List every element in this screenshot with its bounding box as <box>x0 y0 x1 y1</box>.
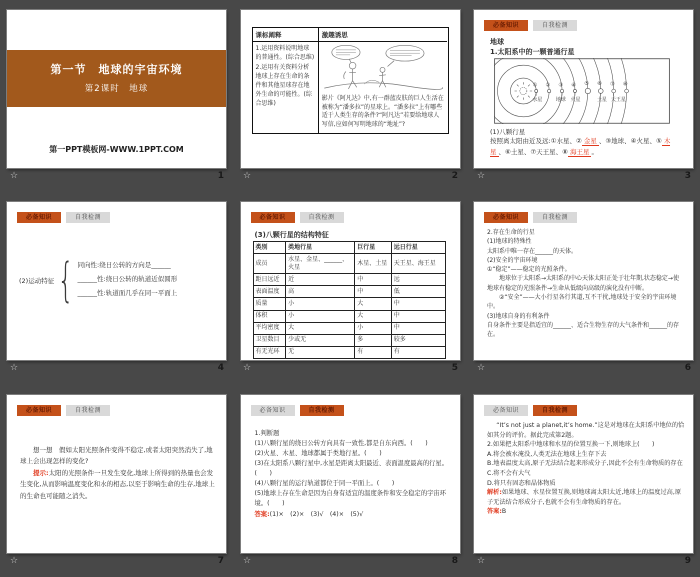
sorter-footer-8 <box>233 553 467 566</box>
slide-cell-7 <box>0 385 233 577</box>
order-text-part: 、③地球、④火星、⑤ <box>598 137 662 145</box>
feature-item: ______性:轨道面几乎在同一平面上 <box>77 288 178 297</box>
tab-required-knowledge[interactable]: 必备知识 <box>484 212 528 223</box>
template-site-credit: 第一PPT模板网-WWW.1PPT.COM <box>49 145 184 154</box>
tab-required-knowledge[interactable]: 必备知识 <box>251 212 295 223</box>
svg-text:①: ① <box>532 82 538 89</box>
transition-star-icon[interactable]: ☆ <box>243 363 252 373</box>
brace-glyph: { <box>57 253 74 307</box>
slide-cell-2 <box>233 0 467 192</box>
slide-number: 7 <box>217 556 224 566</box>
motion-features-label: (2)运动特征 <box>19 276 55 285</box>
tab-required-knowledge[interactable]: 必备知识 <box>17 212 61 223</box>
slide-thumbnail-9[interactable] <box>474 395 693 553</box>
planet-order-text <box>490 136 685 157</box>
point-heading: 1.太阳系中的一颗普通行星 <box>490 48 575 56</box>
tab-required-knowledge[interactable]: 必备知识 <box>251 405 295 416</box>
table-row: 卫星数目 少或无 多 较多 <box>253 334 445 346</box>
sorter-footer-1 <box>0 168 233 181</box>
question-intro: “It’s not just a planet,it’s home.”这是对地球在太阳系中地位的恰如其分的评价。据此完成第2题。 <box>487 422 685 439</box>
planet-numbers <box>533 81 628 88</box>
slide-thumbnail-8[interactable] <box>241 395 460 553</box>
svg-text:天王星: 天王星 <box>610 96 626 103</box>
choice-question: 2.如果把太阳系中地球和水星的位置互换一下,则地球上( ) <box>487 441 655 449</box>
svg-text:⑧: ⑧ <box>623 81 628 88</box>
content-line: (3)地球自身的有利条件 <box>487 312 550 320</box>
avatar-comic-illustration <box>321 43 446 95</box>
svg-text:地球: 地球 <box>555 96 566 103</box>
standards-item: 1.运用资料说明地球的普通性。(综合思维) <box>255 45 315 61</box>
tab-self-test[interactable]: 自我检测 <box>533 405 577 416</box>
table-header: 类别 <box>253 242 286 254</box>
feature-item: ______性:绕日公转的轨道近似圆形 <box>77 275 178 284</box>
table-row: 距日远近 近 中 远 <box>253 274 445 286</box>
life-conditions-content <box>487 228 684 340</box>
choice-question-block <box>487 421 685 517</box>
lesson-subtitle: 第2课时 地球 <box>84 84 149 94</box>
table-row: 成员 水星、金星、______、火星 木星、土星 天王星、海王星 <box>253 254 445 274</box>
content-line: 2.存在生命的行星 <box>487 229 535 236</box>
table-row: 质量 小 大 中 <box>253 298 445 310</box>
svg-text:②: ② <box>545 82 551 89</box>
transition-star-icon[interactable]: ☆ <box>477 556 486 566</box>
blank-answer: 海王星 <box>569 147 590 156</box>
section-tabs <box>484 20 577 31</box>
slide-cell-1 <box>0 0 233 192</box>
title-band <box>7 50 226 107</box>
svg-text:水星: 水星 <box>532 96 543 103</box>
hint-label: 提示: <box>33 468 49 477</box>
transition-star-icon[interactable]: ☆ <box>10 556 19 566</box>
transition-star-icon[interactable]: ☆ <box>243 171 252 181</box>
motion-features-diagram <box>19 253 178 307</box>
slide-number: 5 <box>451 363 458 373</box>
planet-dots <box>535 88 629 93</box>
slide-thumbnail-4[interactable] <box>7 202 226 360</box>
table-row: 表面温度 高 中 低 <box>253 286 445 298</box>
judgment-item: (5)地球上存在生命是因为自身有适宜的温度条件和安全稳定的宇宙环境。( ) <box>254 490 447 508</box>
tab-self-test[interactable]: 自我检测 <box>66 405 110 416</box>
scenario-text: 影片《阿凡达》中,有一群蓝皮肤的巨人生活在被称为“潘多拉”的星球上。“潘多拉”上有哪些适于人类生存的条件?“阿凡达”若要给地球人写信,应如何写明地球的“地址”? <box>321 95 444 129</box>
engage-cell <box>319 42 448 133</box>
content-line: 地球位于太阳系→太阳系的中心天体太阳正处于壮年期,状态稳定→使地球有稳定的光照条件→生命从低级向高级的演化没有中断。 <box>487 275 679 292</box>
tab-self-test[interactable]: 自我检测 <box>300 212 344 223</box>
judgment-item: (1)八颗行星的绕日公转方向具有一致性,都是自东向西。( ) <box>254 440 428 448</box>
choice-option: C.将不会有大气 <box>487 470 531 478</box>
svg-text:⑥: ⑥ <box>597 81 602 88</box>
table-header: 巨行星 <box>355 242 391 254</box>
blank-answer: 金星 <box>583 137 597 145</box>
slide-number: 9 <box>684 556 691 566</box>
svg-text:土星: 土星 <box>596 96 607 103</box>
intro-table <box>252 27 449 134</box>
solar-system-diagram <box>494 58 670 124</box>
table-row: 有无光环 无 有 有 <box>253 346 445 358</box>
topic-heading: 地球 <box>490 38 504 46</box>
analysis-label: 解析: <box>487 489 502 497</box>
content-line: (2)安全的宇宙环境 <box>487 256 538 264</box>
order-text-part: 、⑥土星、⑦天王星、⑧ <box>498 147 568 156</box>
answer-text: B <box>501 508 507 516</box>
choice-option: B.地表温度太高,原子无法结合起来形成分子,因此不会有生命物质的存在 <box>487 460 683 468</box>
hint-paragraph <box>20 468 216 502</box>
slide-number: 2 <box>451 171 458 181</box>
slide-thumbnail-6[interactable] <box>474 202 693 360</box>
slide-thumbnail-7[interactable] <box>7 395 226 553</box>
sorter-footer-2 <box>233 168 467 181</box>
col-header-engage: 激趣诱思 <box>319 28 448 42</box>
think-question-block <box>20 445 216 502</box>
slide-cell-4 <box>0 192 233 385</box>
slide-number: 8 <box>451 556 458 566</box>
judgment-item: (4)八颗行星的运行轨道都位于同一平面上。( ) <box>254 480 395 488</box>
section-tabs <box>484 405 577 416</box>
sorter-footer-9 <box>467 553 700 566</box>
hint-text: 太阳的光照条件一旦发生变化,地球上所得到的热量也会发生变化,从而影响温度变化和水的相态,以至于影响生命的生存,地球上的生命也可能随之消失。 <box>20 468 215 500</box>
slide-number: 3 <box>684 171 691 181</box>
svg-text:④: ④ <box>571 82 577 89</box>
slide-thumbnail-2[interactable] <box>241 10 460 168</box>
tab-self-test[interactable]: 自我检测 <box>533 20 577 31</box>
table-row: 体积 小 大 中 <box>253 310 445 322</box>
choice-option: A.将会被水淹没,人类无法在地球上生存下去 <box>487 450 607 458</box>
tab-self-test[interactable]: 自我检测 <box>533 212 577 223</box>
subpoint-title: (1)八颗行星 <box>490 128 526 136</box>
svg-text:⑤: ⑤ <box>584 81 590 88</box>
answer-label: 答案: <box>487 508 502 516</box>
content-line: (1)地球的特殊性 <box>487 238 532 246</box>
transition-star-icon[interactable]: ☆ <box>477 363 486 373</box>
slide-thumbnail-1[interactable] <box>7 10 226 168</box>
sorter-footer-3 <box>467 168 700 181</box>
section-tabs <box>484 212 577 223</box>
motion-features-items <box>78 259 178 301</box>
content-line: ①“稳定”——稳定的光照条件。 <box>487 266 571 274</box>
slide-number: 6 <box>684 363 691 373</box>
slide-cell-9 <box>467 385 700 577</box>
sorter-footer-5 <box>233 360 467 373</box>
sun-icon <box>515 82 533 100</box>
think-question: 想一想 假如太阳光照条件变得不稳定,或者太阳突然消失了,地球上会出现怎样的变化? <box>20 446 213 466</box>
analysis-text: 如果地球、水星位置互换,则地球离太阳太近,地球上的温度过高,原子无法结合形成分子,也就不会有生命物质的存在。 <box>487 489 682 506</box>
judgment-item: (3)在太阳系八颗行星中,水星是距离太阳最近、表面温度最高的行星。( ) <box>254 460 449 478</box>
transition-star-icon[interactable]: ☆ <box>10 171 19 181</box>
table-header: 类地行星 <box>286 242 355 254</box>
standards-cell <box>253 42 319 133</box>
slide-thumbnail-3[interactable] <box>474 10 693 168</box>
answer-text: (1)× (2)× (3)√ (4)× (5)√ <box>269 510 364 518</box>
answer-line <box>487 507 685 517</box>
blank-answer: 木星 <box>490 137 671 156</box>
svg-text:火星: 火星 <box>570 96 581 103</box>
transition-star-icon[interactable]: ☆ <box>477 171 486 181</box>
judgment-item: (2)火星、木星、地球都属于类地行星。( ) <box>254 450 382 458</box>
choice-option: D.将只有固态和晶体物质 <box>487 479 556 487</box>
sorter-footer-4 <box>0 360 233 373</box>
slide-cell-3 <box>467 0 700 192</box>
slide-number: 1 <box>217 171 224 181</box>
slide-cell-8 <box>233 385 467 577</box>
section-tabs <box>17 405 110 416</box>
slide-cell-6 <box>467 192 700 385</box>
section-tabs <box>251 212 344 223</box>
order-text-part: 。 <box>591 147 598 156</box>
content-line: 太阳系中唯一存在______的天体。 <box>487 247 578 255</box>
answer-label: 答案: <box>254 510 270 518</box>
content-line: ②“安全”——大小行星各行其道,互不干扰,地球处于安全的宇宙环境中。 <box>487 294 677 311</box>
planet-structure-table <box>253 241 446 359</box>
slide-cell-5 <box>233 192 467 385</box>
order-text-part: 按照离太阳由近及远:①水星、② <box>490 137 582 145</box>
tab-required-knowledge[interactable]: 必备知识 <box>17 405 61 416</box>
content-line: 自身条件主要是指适宜的______、适合生物生存的大气条件和______的存在。 <box>487 321 680 339</box>
judgment-questions-block <box>255 429 451 520</box>
transition-star-icon[interactable]: ☆ <box>10 363 19 373</box>
slide-thumbnail-5[interactable] <box>241 202 460 360</box>
standards-item: 2.运用有关资料分析地球上存在生命的条件和其他星球存在地外生命的可能性。(综合思维) <box>255 64 312 107</box>
sorter-footer-7 <box>0 553 233 566</box>
feature-item: 同向性:绕日公转的方向是______ <box>77 261 171 270</box>
tab-self-test[interactable]: 自我检测 <box>66 212 110 223</box>
sorter-footer-6 <box>467 360 700 373</box>
slide-number: 4 <box>217 363 224 373</box>
analysis-line <box>487 488 685 507</box>
col-header-standards: 课标阐释 <box>253 28 319 42</box>
svg-text:③: ③ <box>558 82 564 89</box>
svg-text:⑦: ⑦ <box>610 81 615 88</box>
section-tabs <box>17 212 110 223</box>
lesson-title: 第一节 地球的宇宙环境 <box>50 63 183 76</box>
section-tabs <box>251 405 344 416</box>
tab-required-knowledge[interactable]: 必备知识 <box>484 20 528 31</box>
structure-table-title: (3)八颗行星的结构特征 <box>254 231 329 239</box>
table-row: 平均密度 大 小 中 <box>253 322 445 334</box>
transition-star-icon[interactable]: ☆ <box>243 556 252 566</box>
tab-required-knowledge[interactable]: 必备知识 <box>484 405 528 416</box>
table-header: 远日行星 <box>391 242 445 254</box>
question-set-title: 1.判断题 <box>254 430 280 437</box>
tab-self-test[interactable]: 自我检测 <box>300 405 344 416</box>
answer-line <box>255 510 451 520</box>
